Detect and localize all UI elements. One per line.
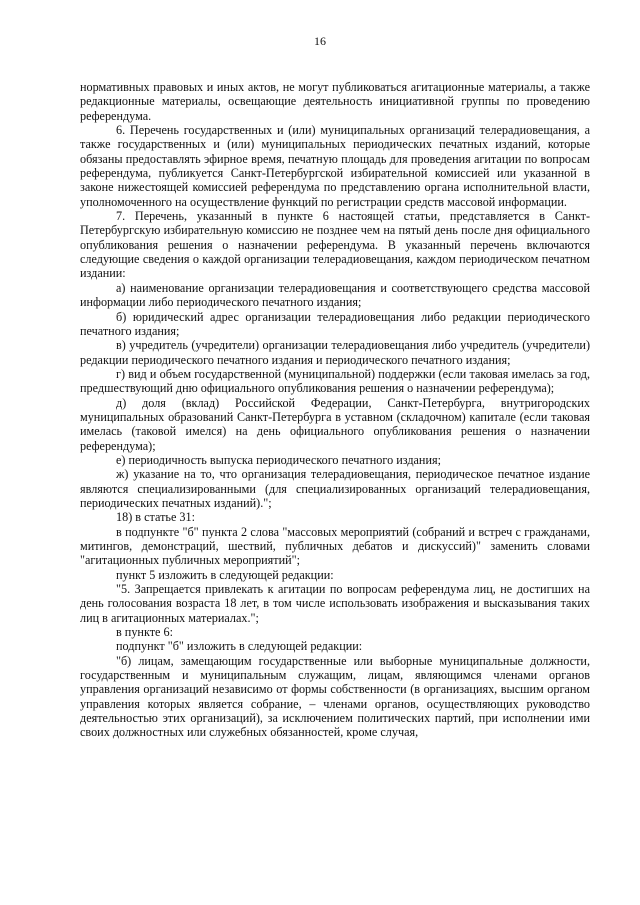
subitem-zh: ж) указание на то, что организация телерадиовещания, периодическое печатное издание являются специализированными (для специализированных организаций телерадиовещания, периодических печатных изданий)."; (80, 467, 590, 510)
amendment-subpoint-b-text: "б) лицам, замещающим государственные или выборные муниципальные должности, государственным и муниципальным служащим, лицам, являющимся членами органов управления организаций независимо от формы собственности (в организациях, высшим органом управления которых является собрание, – членами органов, осуществляющих руководство деятельностью этих организаций), за исключением политических партий, при исполнении ими своих должностных или служебных обязанностей, кроме случая, (80, 653, 590, 740)
page-number: 16 (314, 34, 326, 48)
subitem-b: б) юридический адрес организации телерадиовещания либо редакции периодического печатного издания; (80, 309, 590, 338)
amendment-point-6-intro: в пункте 6: (116, 625, 173, 640)
subitem-v: в) учредитель (учредители) организации телерадиовещания либо учредитель (учредители) редакции периодического печатного издания и периодического печатного издания; (80, 338, 590, 367)
paragraph-continuation: нормативных правовых и иных актов, не могут публиковаться агитационные материалы, а также редакционные материалы, освещающие деятельность инициативной группы по проведению референдума. (80, 80, 590, 123)
amendment-point-5-intro: пункт 5 изложить в следующей редакции: (116, 567, 334, 582)
paragraph-item-6: 6. Перечень государственных и (или) муниципальных организаций телерадиовещания, а также государственных и (или) муниципальных периодических печатных изданий, которые обязаны предоставлять эфирное время, печатную площадь для проведения агитации по вопросам референдума, публикуется Санкт-Петербургской избирательной комиссией или указанной в законе нижестоящей комиссией референдума по представлению органа исполнительной власти, уполномоченного на осуществление функций по регистрации средств массовой информации. (80, 123, 590, 209)
amendment-18-heading: 18) в статье 31: (116, 510, 195, 525)
document-body (80, 80, 590, 740)
subitem-d: д) доля (вклад) Российской Федерации, Санкт-Петербурга, внутригородских муниципальных образований Санкт-Петербурга в уставном (складочном) капитале (если таковая имелась (таковой имелся) на день официального опубликования решения о назначении референдума); (80, 395, 590, 453)
paragraph-item-7: 7. Перечень, указанный в пункте 6 настоящей статьи, представляется в Санкт-Петербургскую избирательную комиссию не позднее чем на пятый день после дня официального опубликования решения о назначении референдума. В указанный перечень включаются следующие сведения о каждой организации телерадиовещания, каждом периодическом печатном издании: (80, 209, 590, 281)
amendment-subpoint-b-intro: подпункт "б" изложить в следующей редакции: (116, 639, 363, 654)
amendment-point-2: в подпункте "б" пункта 2 слова "массовых мероприятий (собраний и встреч с гражданами, митингов, демонстраций, шествий, публичных дебатов и дискуссий)" заменить словами "агитационных публичных мероприятий"; (80, 524, 590, 568)
subitem-e: е) периодичность выпуска периодического печатного издания; (116, 452, 441, 467)
subitem-g: г) вид и объем государственной (муниципальной) поддержки (если таковая имелась за год, предшествующий дню официального опубликования решения о назначении референдума); (80, 366, 590, 396)
amendment-point-5-text: "5. Запрещается привлекать к агитации по вопросам референдума лиц, не достигших на день голосования возраста 18 лет, в том числе использовать изображения и высказывания таких лиц в агитационных материалах."; (80, 582, 590, 625)
subitem-a: а) наименование организации телерадиовещания и соответствующего средства массовой информации либо периодического печатного издания; (80, 280, 590, 310)
